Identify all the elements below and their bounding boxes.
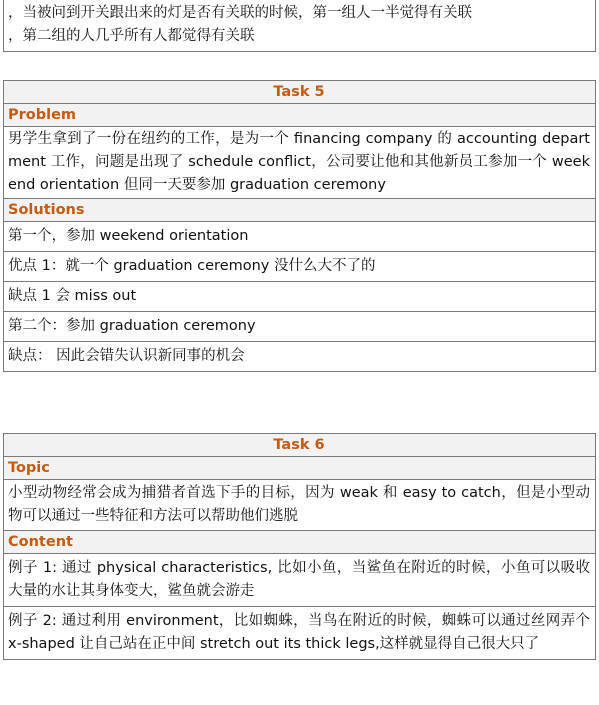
fragment-line-1: ，当被问到开关跟出来的灯是否有关联的时候，第一组人一半觉得有关联 bbox=[8, 5, 472, 21]
task5-solution-item: 第二个：参加 graduation ceremony bbox=[4, 312, 596, 342]
task6-content-heading: Content bbox=[4, 531, 596, 554]
task6-table bbox=[3, 433, 596, 660]
fragment-line-2: ，第二组的人几乎所有人都觉得有关联 bbox=[8, 28, 255, 44]
task5-title: Task 5 bbox=[4, 81, 596, 104]
previous-task-fragment bbox=[3, 0, 596, 52]
task5-table bbox=[3, 80, 596, 372]
task5-solution-item: 第一个，参加 weekend orientation bbox=[4, 222, 596, 252]
task6-topic-text: 小型动物经常会成为捕猎者首选下手的目标，因为 weak 和 easy to catch，但是小型动物可以通过一些特征和方法可以帮助他们逃脱 bbox=[4, 480, 596, 531]
task6-title: Task 6 bbox=[4, 434, 596, 457]
task5-solution-item: 缺点： 因此会错失认识新同事的机会 bbox=[4, 342, 596, 372]
task5-problem-heading: Problem bbox=[4, 104, 596, 127]
task5-solution-item: 优点 1：就一个 graduation ceremony 没什么大不了的 bbox=[4, 252, 596, 282]
task5-solution-item: 缺点 1 会 miss out bbox=[4, 282, 596, 312]
task5-problem-text: 男学生拿到了一份在纽约的工作，是为一个 financing company 的 accounting department 工作，问题是出现了 schedule conflict，公司要让他和其他新员工参加一个 weekend orientation 但同一天要参加 graduation ceremony bbox=[4, 127, 596, 199]
task6-example-2: 例子 2: 通过利用 environment，比如蜘蛛，当鸟在附近的时候，蜘蛛可以通过丝网弄个 x-shaped 让自己站在正中间 stretch out its thick legs,这样就显得自己很大只了 bbox=[4, 607, 596, 660]
task6-example-1: 例子 1: 通过 physical characteristics, 比如小鱼，当鲨鱼在附近的时候，小鱼可以吸收大量的水让其身体变大，鲨鱼就会游走 bbox=[4, 554, 596, 607]
task5-solutions-heading: Solutions bbox=[4, 199, 596, 222]
previous-task-text bbox=[4, 0, 596, 52]
task6-topic-heading: Topic bbox=[4, 457, 596, 480]
